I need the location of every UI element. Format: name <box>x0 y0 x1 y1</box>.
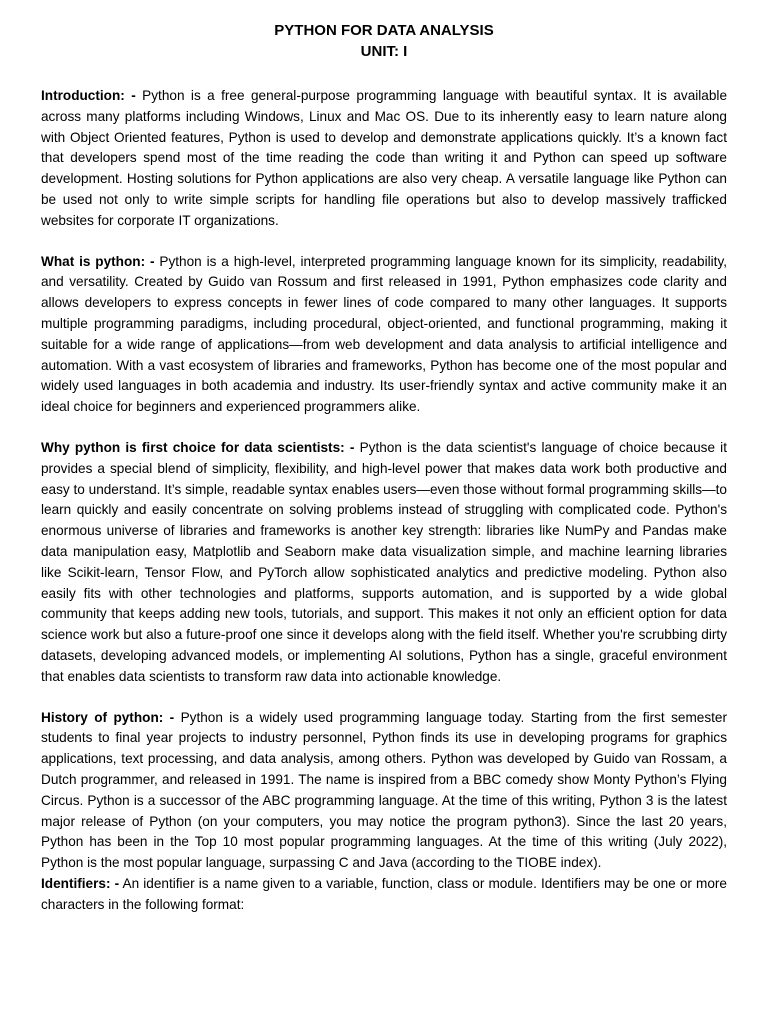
section-heading: History of python: - <box>41 709 175 725</box>
document-subtitle: UNIT: I <box>360 43 408 60</box>
section-text: Python is a free general-purpose programming language with beautiful syntax. It is available across many platforms including Windows, Linux and Mac OS. Due to its inherently easy to learn nature along with Object Oriented features, Python is used to develop and demonstrate applications quickly. It’s a known fact that developers spend most of the time reading the code than writing it and Python can speed up software development. Hosting solutions for Python applications are also very cheap. A versatile language like Python can be used not only to write simple scripts for handling file operations but also to develop massively trafficked websites for corporate IT organizations. <box>41 88 727 228</box>
section-why-python <box>41 438 727 688</box>
section-heading: Introduction: - <box>41 88 136 103</box>
section-text: Python is a high-level, interpreted programming language known for its simplicity, readability, and versatility. Created by Guido van Rossum and first released in 1991, Python emphasizes code clarity and allows developers to express concepts in fewer lines of code compared to many other languages. It supports multiple programming paradigms, including procedural, object-oriented, and functional programming, making it suitable for a wide range of applications—from web development and data analysis to artificial intelligence and automation. With a vast ecosystem of libraries and frameworks, Python has become one of the most popular and widely used languages in both academia and industry. Its user-friendly syntax and active community make it an ideal choice for beginners and experienced programmers alike. <box>41 253 728 415</box>
document-title: PYTHON FOR DATA ANALYSIS <box>274 22 494 39</box>
section-text: Python is a widely used programming language today. Starting from the first semester students to final year projects to industry personnel, Python finds its use in developing programs for graphics applications, text processing, and data analysis, among others. Python was developed by Guido van Rossam, a Dutch programmer, and released in 1991. The name is inspired from a BBC comedy show Monty Python’s Flying Circus. Python is a successor of the ABC programming language. At the time of this writing, Python 3 is the latest major release of Python (on your computers, you may notice the program python3). Since the last 20 years, Python has been in the Top 10 most popular programming languages. At the time of this writing (July 2022), Python is the most popular language, surpassing C and Java (according to the TIOBE index). <box>41 709 728 871</box>
section-text: Python is the data scientist's language of choice because it provides a special blend of simplicity, flexibility, and high-level power that makes data work both productive and easy to understand. It’s simple, readable syntax enables users—even those without formal programming skills—to learn quickly and easily concentrate on solving problems instead of struggling with complicated code. Python's enormous universe of libraries and frameworks is another key strength: libraries like NumPy and Pandas make data manipulation easy, Matplotlib and Seaborn make data visualization simple, and machine learning libraries like Scikit-learn, Tensor Flow, and PyTorch allow sophisticated analytics and predictive modeling. Python also easily fits with other technologies and platforms, supports automation, and is supported by a wide global community that keeps adding new tools, tutorials, and support. This makes it not only an efficient option for data science work but also a future-proof one since it develops along with the field itself. Whether you're scrubbing dirty datasets, developing advanced models, or implementing AI solutions, Python has a single, graceful environment that enables data scientists to transform raw data into actionable knowledge. <box>41 439 727 684</box>
section-heading: Why python is first choice for data scientists: - <box>41 439 355 455</box>
section-history <box>41 708 727 874</box>
section-what-is-python <box>41 252 727 418</box>
section-text: An identifier is a name given to a variable, function, class or module. Identifiers may be one or more characters in the following format: <box>41 875 727 912</box>
section-heading: What is python: - <box>41 253 155 269</box>
title-block <box>41 20 727 62</box>
section-heading: Identifiers: - <box>41 875 120 891</box>
section-introduction <box>41 86 727 232</box>
section-identifiers <box>41 874 727 916</box>
